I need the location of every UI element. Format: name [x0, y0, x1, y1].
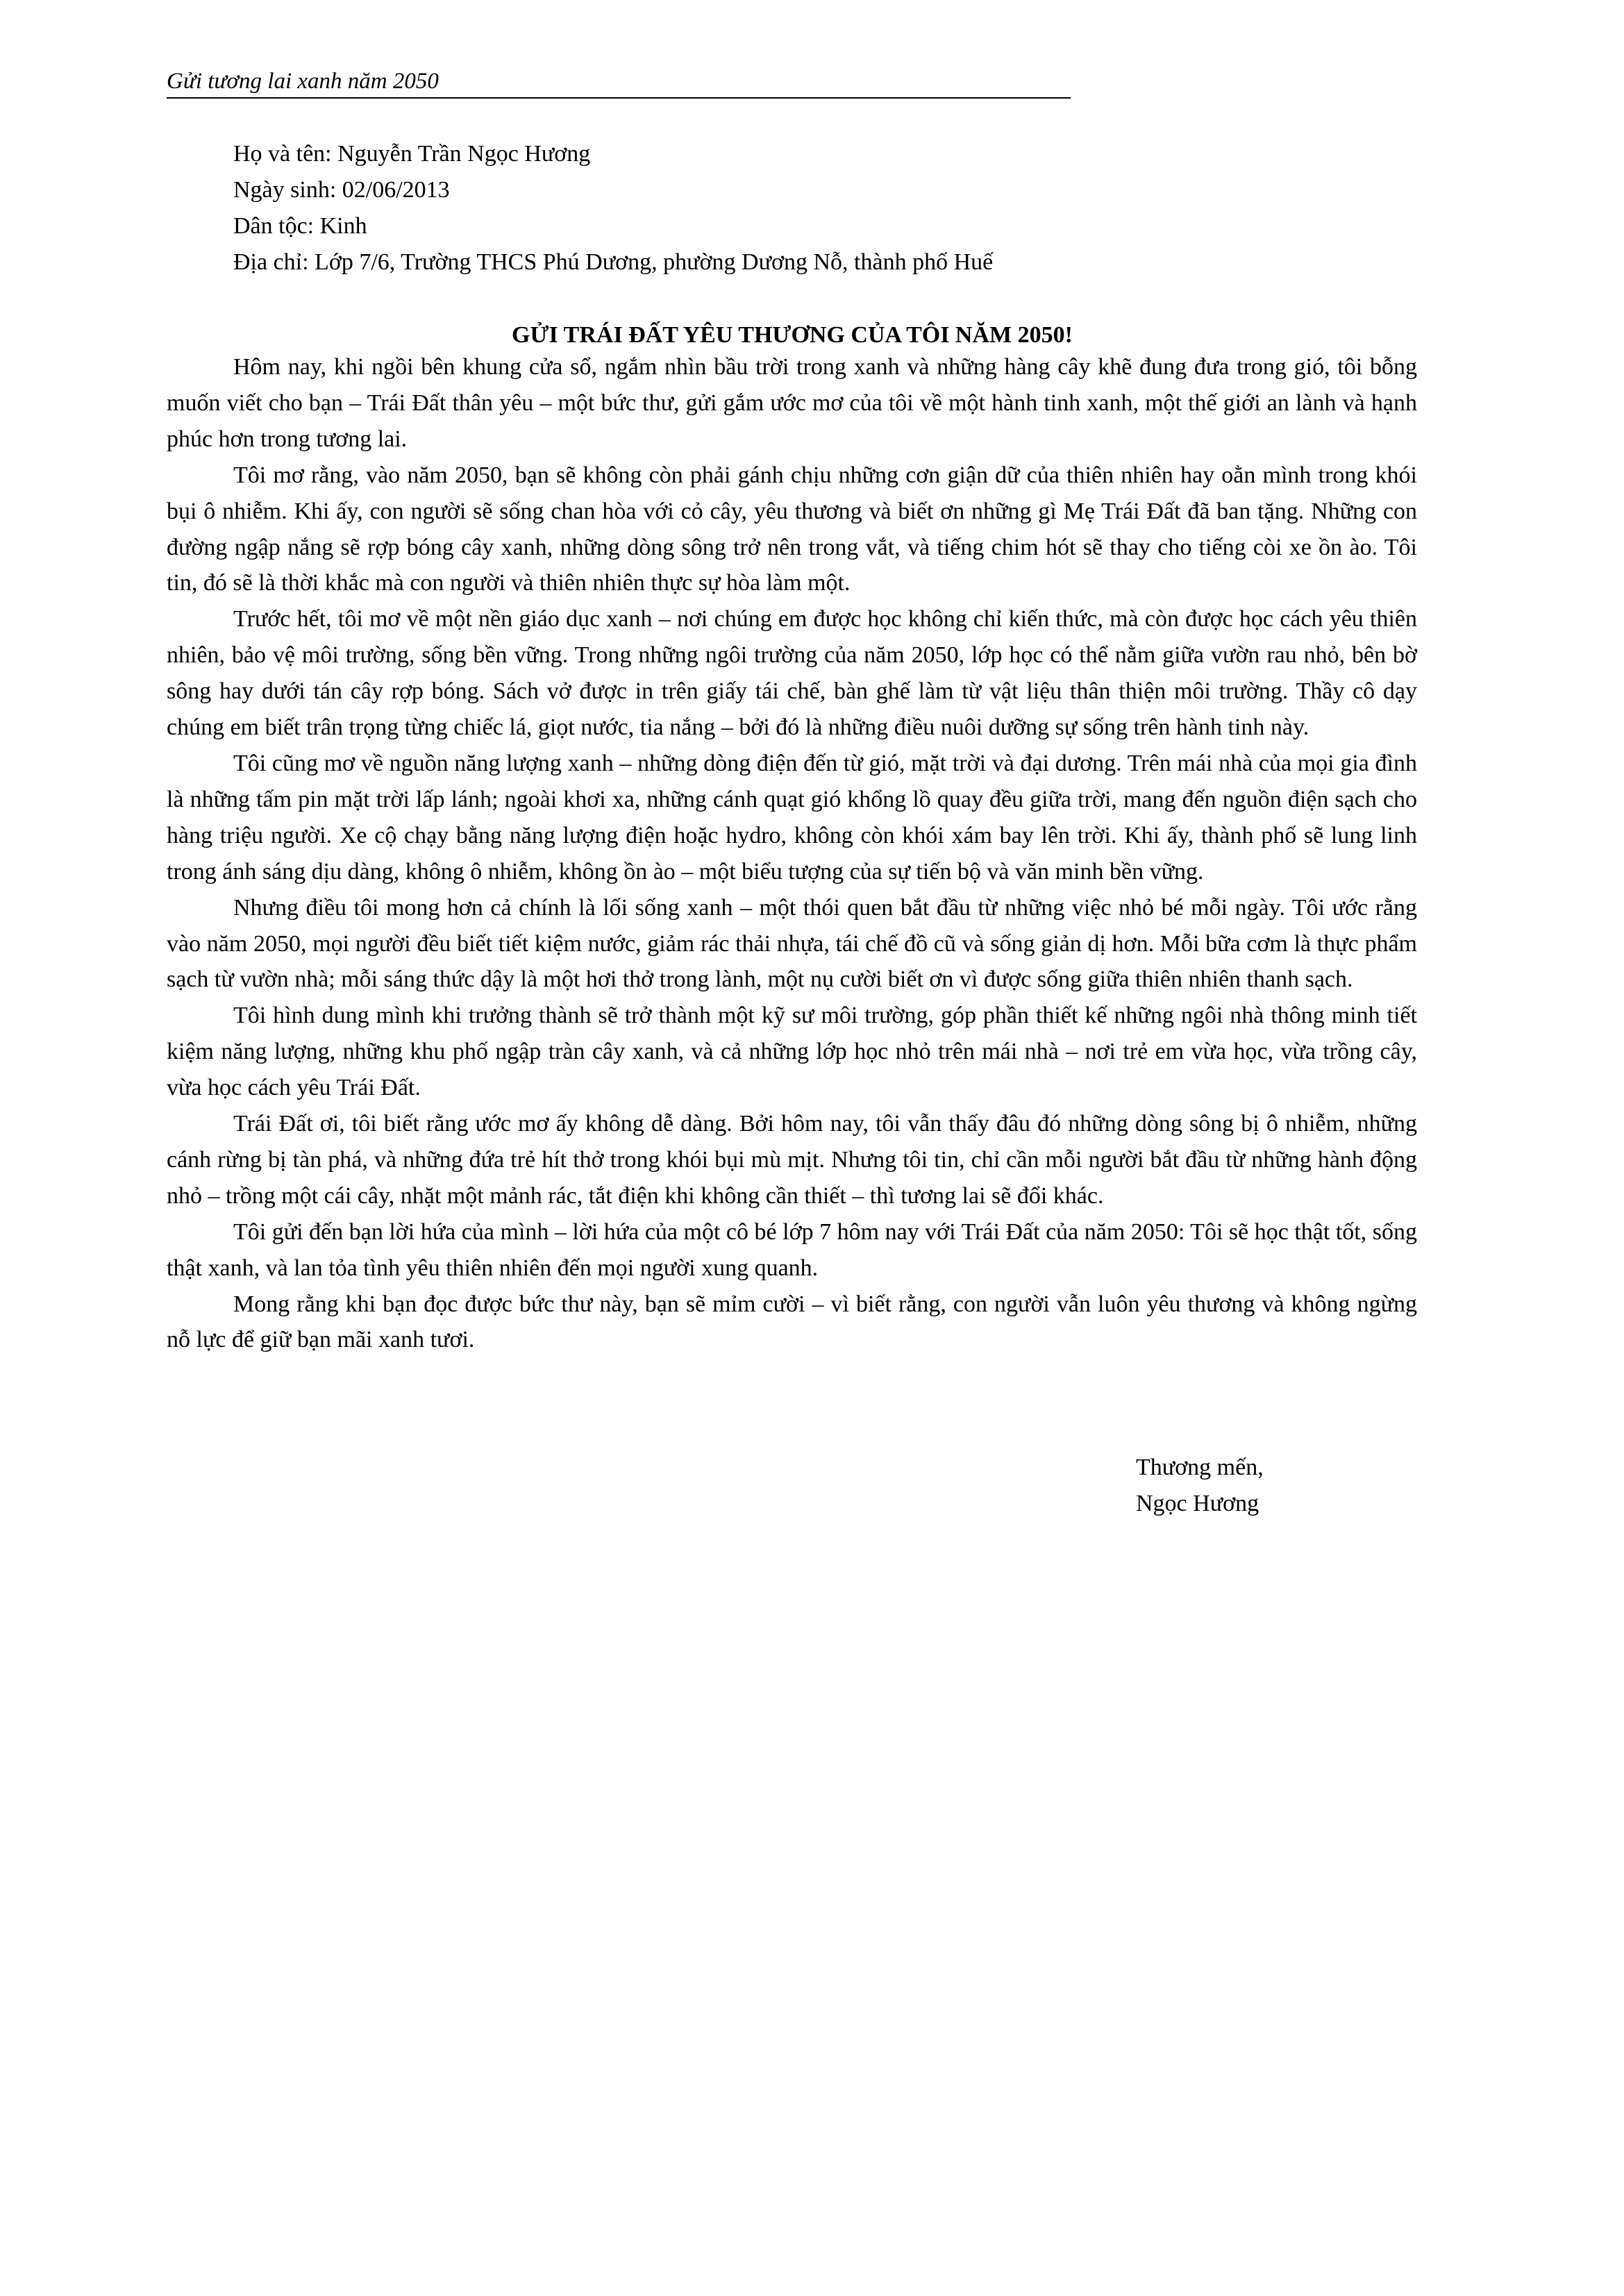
closing-line: Thương mến,	[1136, 1455, 1264, 1480]
paragraph: Trước hết, tôi mơ về một nền giáo dục xanh – nơi chúng em được học không chỉ kiến thức, mà còn được học cách yêu thiên nhiên, bảo vệ môi trường, sống bền vững. Trong những ngôi trường của năm 2050, lớp học có thể nằm giữa vườn rau nhỏ, bên bờ sông hay dưới tán cây rợp bóng. Sách vở được in trên giấy tái chế, bàn ghế làm từ vật liệu thân thiện môi trường. Thầy cô dạy chúng em biết trân trọng từng chiếc lá, giọt nước, tia nắng – bởi đó là những điều nuôi dưỡng sự sống trên hành tinh này.	[167, 606, 1417, 741]
author-info	[233, 136, 993, 280]
paragraph: Nhưng điều tôi mong hơn cả chính là lối sống xanh – một thói quen bắt đầu từ những việc nhỏ bé mỗi ngày. Tôi ước rằng vào năm 2050, mọi người đều biết tiết kiệm nước, giảm rác thải nhựa, tái chế đồ cũ và sống giản dị hơn. Mỗi bữa cơm là thực phẩm sạch từ vườn nhà; mỗi sáng thức dậy là một hơi thở trong lành, một nụ cười biết ơn vì được sống giữa thiên nhiên thanh sạch.	[167, 894, 1417, 993]
paragraph: Trái Đất ơi, tôi biết rằng ước mơ ấy không dễ dàng. Bởi hôm nay, tôi vẫn thấy đâu đó những dòng sông bị ô nhiễm, những cánh rừng bị tàn phá, và những đứa trẻ hít thở trong khói bụi mù mịt. Nhưng tôi tin, chỉ cần mỗi người bắt đầu từ những hành động nhỏ – trồng một cái cây, nhặt một mảnh rác, tắt điện khi không cần thiết – thì tương lai sẽ đổi khác.	[167, 1111, 1417, 1209]
paragraph: Hôm nay, khi ngồi bên khung cửa sổ, ngắm nhìn bầu trời trong xanh và những hàng cây khẽ đung đưa trong gió, tôi bỗng muốn viết cho bạn – Trái Đất thân yêu – một bức thư, gửi gắm ước mơ của tôi về một hành tinh xanh, một thế giới an lành và hạnh phúc hơn trong tương lai.	[167, 354, 1417, 452]
letter-body	[167, 349, 1417, 1358]
letter-title: GỬI TRÁI ĐẤT YÊU THƯƠNG CỦA TÔI NĂM 2050!	[512, 322, 1073, 348]
author-name: Họ và tên: Nguyễn Trần Ngọc Hương	[233, 141, 591, 167]
paragraph: Tôi gửi đến bạn lời hứa của mình – lời hứa của một cô bé lớp 7 hôm nay với Trái Đất của năm 2050: Tôi sẽ học thật tốt, sống thật xanh, và lan tỏa tình yêu thiên nhiên đến mọi người xung quanh.	[167, 1218, 1417, 1281]
signature-block	[1136, 1450, 1264, 1522]
paragraph: Tôi mơ rằng, vào năm 2050, bạn sẽ không còn phải gánh chịu những cơn giận dữ của thiên nhiên hay oằn mình trong khói bụi ô nhiễm. Khi ấy, con người sẽ sống chan hòa với cỏ cây, yêu thương và biết ơn những gì Mẹ Trái Đất đã ban tặng. Những con đường ngập nắng sẽ rợp bóng cây xanh, những dòng sông trở nên trong vắt, và tiếng chim hót sẽ thay cho tiếng còi xe ồn ào. Tôi tin, đó sẽ là thời khắc mà con người và thiên nhiên thực sự hòa làm một.	[167, 462, 1417, 596]
author-address: Địa chỉ: Lớp 7/6, Trường THCS Phú Dương, phường Dương Nỗ, thành phố Huế	[233, 249, 994, 275]
paragraph: Mong rằng khi bạn đọc được bức thư này, bạn sẽ mỉm cười – vì biết rằng, con người vẫn luôn yêu thương và không ngừng nỗ lực để giữ bạn mãi xanh tươi.	[167, 1291, 1417, 1353]
running-header: Gửi tương lai xanh năm 2050	[167, 68, 1071, 99]
paragraph: Tôi hình dung mình khi trưởng thành sẽ trở thành một kỹ sư môi trường, góp phần thiết kế những ngôi nhà thông minh tiết kiệm năng lượng, những khu phố ngập tràn cây xanh, và cả những lớp học nhỏ trên mái nhà – nơi trẻ em vừa học, vừa trồng cây, vừa học cách yêu Trái Đất.	[167, 1003, 1417, 1101]
signer-name: Ngọc Hương	[1136, 1491, 1259, 1516]
paragraph: Tôi cũng mơ về nguồn năng lượng xanh – những dòng điện đến từ gió, mặt trời và đại dương. Trên mái nhà của mọi gia đình là những tấm pin mặt trời lấp lánh; ngoài khơi xa, những cánh quạt gió khổng lồ quay đều giữa trời, mang đến nguồn điện sạch cho hàng triệu người. Xe cộ chạy bằng năng lượng điện hoặc hydro, không còn khói xám bay lên trời. Khi ấy, thành phố sẽ lung linh trong ánh sáng dịu dàng, không ô nhiễm, không ồn ào – một biểu tượng của sự tiến bộ và văn minh bền vững.	[167, 750, 1417, 885]
author-dob: Ngày sinh: 02/06/2013	[233, 177, 450, 203]
author-ethnicity: Dân tộc: Kinh	[233, 213, 367, 239]
